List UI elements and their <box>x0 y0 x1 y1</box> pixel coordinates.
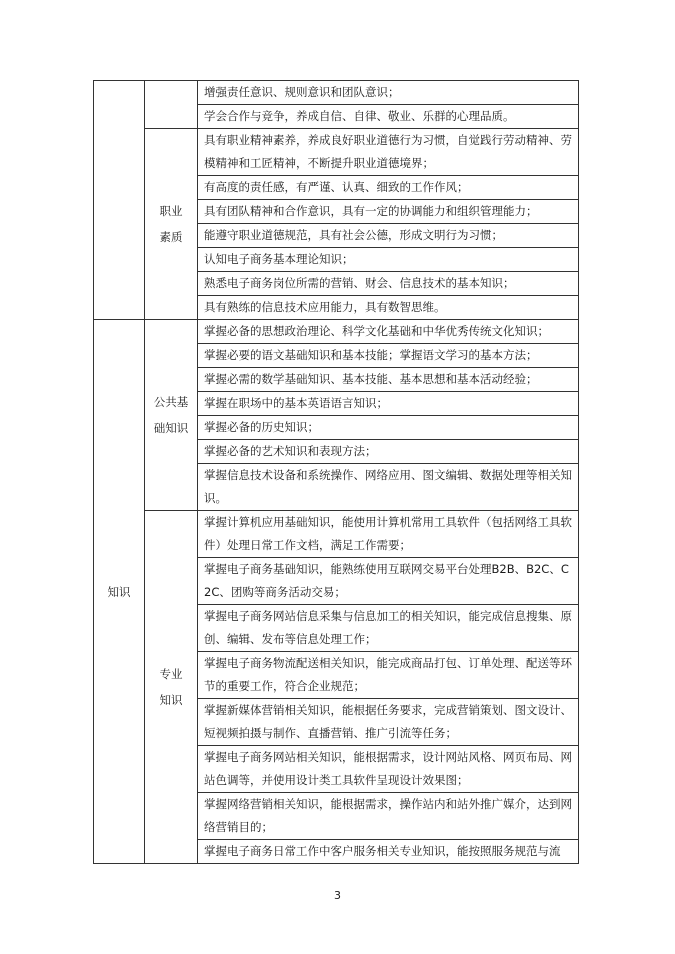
quality-category-cell <box>94 81 145 320</box>
table-cell: 掌握计算机应用基础知识，能使用计算机常用工具软件（包括网络工具软件）处理日常工作文档，满足工作需要； <box>198 511 579 558</box>
table-row <box>94 320 579 344</box>
label-line: 公共基 <box>153 395 189 409</box>
table-row <box>94 511 579 558</box>
table-cell: 掌握必备的艺术知识和表现方法； <box>198 440 579 464</box>
public-basic-knowledge-label <box>145 320 198 511</box>
table-cell: 掌握网络营销相关知识，能根据需求，操作站内和站外推广媒介，达到网络营销目的； <box>198 793 579 840</box>
table-cell: 学会合作与竞争，养成自信、自律、敬业、乐群的心理品质。 <box>198 105 579 129</box>
label-line: 素质 <box>159 230 183 244</box>
table-cell: 掌握电子商务网站相关知识，能根据需求，设计网站风格、网页布局、网站色调等，并使用设计类工具软件呈现设计效果图； <box>198 746 579 793</box>
table-row <box>94 129 579 176</box>
table-cell: 具有职业精神素养，养成良好职业道德行为习惯，自觉践行劳动精神、劳模精神和工匠精神，不断提升职业道德境界； <box>198 129 579 176</box>
label-line: 础知识 <box>153 421 189 435</box>
page-number: 3 <box>334 889 341 902</box>
table-cell: 掌握电子商务基础知识，能熟练使用互联网交易平台处理B2B、B2C、C2C、团购等商务活动交易； <box>198 558 579 605</box>
table-cell: 掌握必需的数学基础知识、基本技能、基本思想和基本活动经验； <box>198 368 579 392</box>
vocational-quality-label <box>145 129 198 320</box>
table-row <box>94 81 579 105</box>
table-cell: 有高度的责任感，有严谨、认真、细致的工作作风； <box>198 176 579 200</box>
table-cell: 掌握必备的思想政治理论、科学文化基础和中华优秀传统文化知识； <box>198 320 579 344</box>
label-line: 职业 <box>159 204 183 218</box>
table-cell: 具有熟练的信息技术应用能力，具有数智思维。 <box>198 296 579 320</box>
requirements-table <box>93 80 579 864</box>
table-cell: 掌握电子商务物流配送相关知识，能完成商品打包、订单处理、配送等环节的重要工作，符合企业规范； <box>198 652 579 699</box>
label-line: 专业 <box>159 667 183 681</box>
knowledge-category-label: 知识 <box>94 320 145 864</box>
table-cell: 掌握必要的语文基础知识和基本技能；掌握语文学习的基本方法； <box>198 344 579 368</box>
table-cell: 掌握电子商务网站信息采集与信息加工的相关知识，能完成信息搜集、原创、编辑、发布等信息处理工作； <box>198 605 579 652</box>
table-cell: 熟悉电子商务岗位所需的营销、财会、信息技术的基本知识； <box>198 272 579 296</box>
professional-knowledge-label <box>145 511 198 864</box>
table-cell: 掌握必备的历史知识； <box>198 416 579 440</box>
table-cell: 具有团队精神和合作意识，具有一定的协调能力和组织管理能力； <box>198 200 579 224</box>
table-cell: 掌握信息技术设备和系统操作、网络应用、图文编辑、数据处理等相关知识。 <box>198 464 579 511</box>
label-line: 知识 <box>159 693 183 707</box>
table-cell: 增强责任意识、规则意识和团队意识； <box>198 81 579 105</box>
table-cell: 掌握新媒体营销相关知识，能根据任务要求，完成营销策划、图文设计、短视频拍摄与制作、直播营销、推广引流等任务； <box>198 699 579 746</box>
table-cell: 认知电子商务基本理论知识； <box>198 248 579 272</box>
table-cell: 掌握在职场中的基本英语语言知识； <box>198 392 579 416</box>
table-cell: 掌握电子商务日常工作中客户服务相关专业知识，能按照服务规范与流 <box>198 840 579 864</box>
continued-subcategory-cell <box>145 81 198 129</box>
table-cell: 能遵守职业道德规范，具有社会公德，形成文明行为习惯； <box>198 224 579 248</box>
